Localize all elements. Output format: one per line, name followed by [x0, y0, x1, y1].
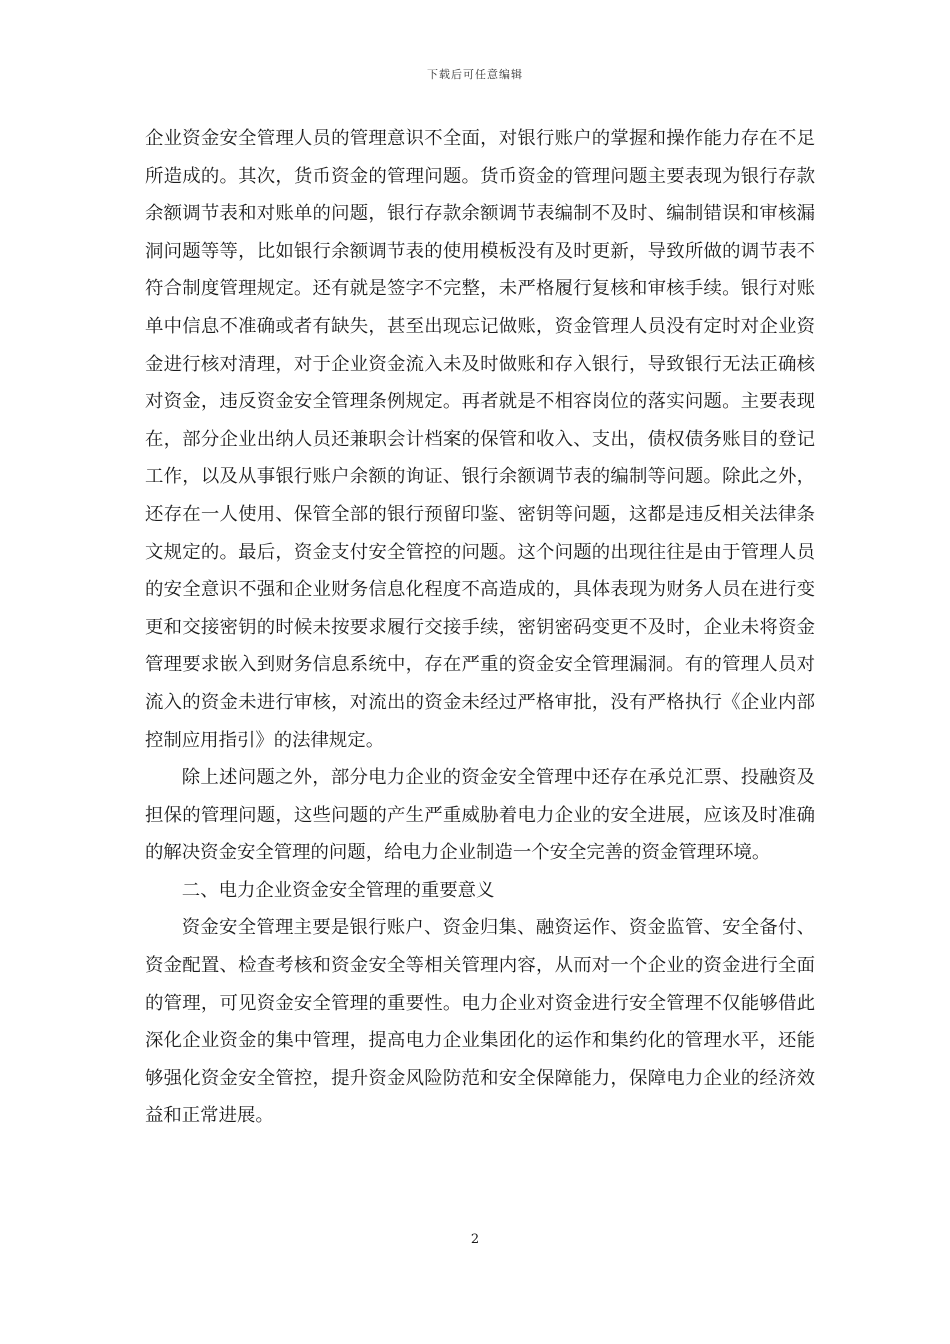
page-header: 下载后可任意编辑 — [427, 68, 523, 81]
page-number: 2 — [470, 1232, 480, 1247]
section-heading: 二、电力企业资金安全管理的重要意义 — [181, 879, 495, 901]
paragraph-1: 企业资金安全管理人员的管理意识不全面，对银行账户的掌握和操作能力存在不足所造成的。其次，货币资金的管理问题。货币资金的管理问题主要表现为银行存款余额调节表和对账单的问题，银行存款余额调节表编制不及时、编制错误和审核漏洞问题等等，比如银行余额调节表的使用模板没有及时更新，导致所做的调节表不符合制度管理规定。还有就是签字不完整，未严格履行复核和审核手续。银行对账单中信息不准确或者有缺失，甚至出现忘记做账，资金管理人员没有定时对企业资金进行核对清理，对于企业资金流入未及时做账和存入银行，导致银行无法正确核对资金，违反资金安全管理条例规定。再者就是不相容岗位的落实问题。主要表现在，部分企业出纳人员还兼职会计档案的保管和收入、支出，债权债务账目的登记工作，以及从事银行账户余额的询证、银行余额调节表的编制等问题。除此之外，还存在一人使用、保管全部的银行预留印鉴、密钥等问题，这都是违反相关法律条文规定的。最后，资金支付安全管控的问题。这个问题的出现往往是由于管理人员的安全意识不强和企业财务信息化程度不高造成的，具体表现为财务人员在进行变更和交接密钥的时候未按要求履行交接手续，密钥密码变更不及时，企业未将资金管理要求嵌入到财务信息系统中，存在严重的资金安全管理漏洞。有的管理人员对流入的资金未进行审核，对流出的资金未经过严格审批，没有严格执行《企业内部控制应用指引》的法律规定。 — [145, 128, 815, 751]
paragraph-2: 除上述问题之外，部分电力企业的资金安全管理中还存在承兑汇票、投融资及担保的管理问题，这些问题的产生严重威胁着电力企业的安全进展，应该及时准确的解决资金安全管理的问题，给电力企业制造一个安全完善的资金管理环境。 — [145, 767, 815, 864]
document-body — [145, 120, 815, 1135]
paragraph-3: 资金安全管理主要是银行账户、资金归集、融资运作、资金监管、安全备付、资金配置、检查考核和资金安全等相关管理内容，从而对一个企业的资金进行全面的管理，可见资金安全管理的重要性。电力企业对资金进行安全管理不仅能够借此深化企业资金的集中管理，提高电力企业集团化的运作和集约化的管理水平，还能够强化资金安全管控，提升资金风险防范和安全保障能力，保障电力企业的经济效益和正常进展。 — [145, 917, 815, 1127]
